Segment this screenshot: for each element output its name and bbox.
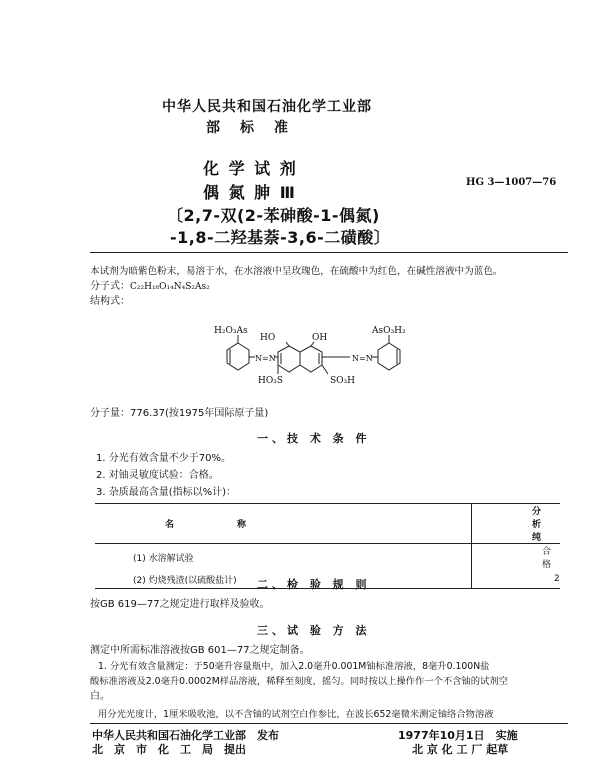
footer-effective-date: 1977年10月1日 实施 bbox=[398, 729, 518, 742]
footer-rule bbox=[90, 723, 568, 724]
arsonic-right-label: AsO₃H₂ bbox=[372, 326, 406, 336]
footer-drafter: 北 京 化 工 厂 起草 bbox=[412, 743, 509, 756]
table-cell-value: 2 bbox=[471, 570, 560, 589]
section-3-para-2-line-1: 1. 分光有效含量测定：于50毫升容量瓶中，加入2.0毫升0.001M铀标准溶液，8毫升0.100N盐 bbox=[98, 661, 490, 672]
spec-item-3: 3. 杂质最高含量(指标以%计)： bbox=[96, 487, 237, 498]
section-3-para-3: 用分光光度计，1厘米吸收池，以不含铀的试剂空白作参比，在波长652毫微米测定铀络合物溶液 bbox=[98, 709, 494, 720]
benzene-ring-right bbox=[378, 335, 400, 370]
footer-proposer: 北 京 市 化 工 局 提出 bbox=[92, 743, 246, 756]
section-3-para-2-line-3: 白。 bbox=[90, 691, 110, 702]
table-row bbox=[95, 544, 560, 571]
benzene-ring-left bbox=[227, 335, 249, 370]
spec-item-1: 1. 分光有效含量不少于70%。 bbox=[96, 453, 231, 464]
standard-type: 部 标 准 bbox=[206, 120, 291, 136]
table-cell-name: (2) 灼烧残渣(以硫酸盐计) bbox=[95, 570, 471, 589]
title-line-2: 偶 氮 胂 Ⅲ bbox=[203, 183, 297, 202]
standard-code: HG 3—1007—76 bbox=[466, 177, 557, 188]
azo-right-label: N=N bbox=[352, 354, 373, 363]
formula-line bbox=[90, 280, 210, 294]
formula-label: 分子式： bbox=[90, 281, 130, 292]
ministry-header: 中华人民共和国石油化学工业部 bbox=[162, 99, 372, 115]
sulfonic-right-label: SO₃H bbox=[330, 376, 356, 386]
footer-issuer: 中华人民共和国石油化学工业部 发布 bbox=[92, 729, 279, 742]
spec-item-2: 2. 对铀灵敏度试验：合格。 bbox=[96, 470, 219, 481]
hydroxyl-2-label: OH bbox=[312, 333, 328, 343]
section-3-para-2-line-2: 酸标准溶液及2.0毫升0.0002M样品溶液，稀释至刻度，摇匀。同时按以上操作作一个不含铀的试剂空 bbox=[90, 676, 508, 687]
section-3-title: 三、试 验 方 法 bbox=[257, 624, 371, 637]
section-2-text: 按GB 619—77之规定进行取样及验收。 bbox=[90, 599, 270, 610]
table-cell-value: 合 格 bbox=[541, 547, 561, 570]
section-1-title: 一、技 术 条 件 bbox=[257, 432, 371, 445]
table-header-row bbox=[95, 504, 560, 544]
table-header-grade: 分 析 纯 bbox=[471, 504, 560, 544]
title-line-4: -1,8-二羟基萘-3,6-二磺酸〕 bbox=[170, 228, 391, 247]
structure-label: 结构式： bbox=[90, 296, 130, 307]
section-3-para-1: 测定中所需标准溶液按GB 601—77之规定制备。 bbox=[90, 645, 310, 656]
section-2-title: 二、检 验 规 则 bbox=[257, 578, 371, 591]
structural-formula bbox=[200, 322, 460, 394]
table-header-name: 名 称 bbox=[95, 504, 471, 544]
title-line-1: 化 学 试 剂 bbox=[203, 159, 298, 178]
header-rule bbox=[90, 252, 568, 253]
arsonic-left-label: H₂O₃As bbox=[214, 326, 248, 336]
azo-left-label: N=N bbox=[255, 354, 276, 363]
table-cell-name: (1) 水溶解试验 bbox=[95, 544, 471, 571]
sulfonic-left-label: HO₃S bbox=[258, 376, 284, 386]
hydroxyl-1-label: HO bbox=[260, 333, 276, 343]
title-line-3: 〔2,7-双(2-苯砷酸-1-偶氮) bbox=[167, 206, 380, 225]
description: 本试剂为暗紫色粉末，易溶于水，在水溶液中呈玫瑰色，在硫酸中为红色，在碱性溶液中为蓝色。 bbox=[90, 266, 503, 277]
formula: C₂₂H₁₈O₁₄N₄S₂As₂ bbox=[130, 282, 210, 292]
molecular-weight: 分子量：776.37(按1975年国际原子量) bbox=[90, 408, 269, 419]
